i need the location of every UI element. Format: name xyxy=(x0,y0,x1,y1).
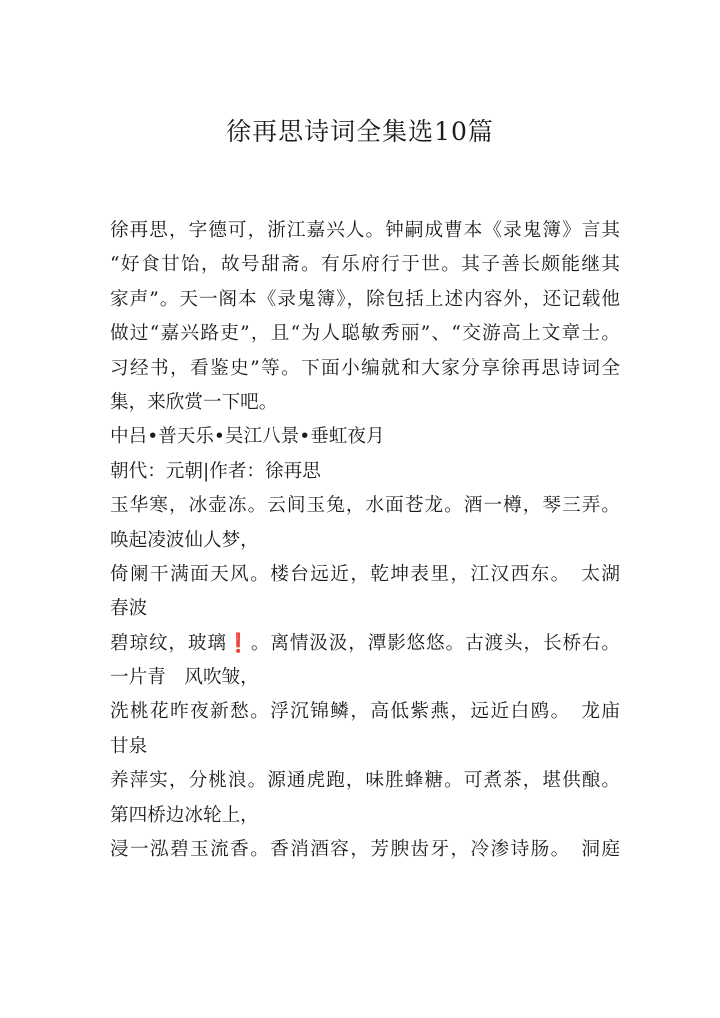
poem-line: 碧琼纹，玻璃❗。离情汲汲，潭影悠悠。古渡头，长桥右。 xyxy=(110,632,620,654)
poem-line: 春波 xyxy=(110,598,148,620)
document-body xyxy=(110,214,620,867)
poem-line: 唤起凌波仙人梦， xyxy=(110,529,259,551)
poem-line: 一片青 风吹皱， xyxy=(110,667,259,689)
paragraph-line: 做过“嘉兴路吏”，且“为人聪敏秀丽”、“交游高上文章士。 xyxy=(110,323,620,345)
document-title: 徐再思诗词全集选10篇 xyxy=(226,117,494,146)
paragraph-line: 徐再思，字德可，浙江嘉兴人。钟嗣成曹本《录鬼簿》言其 xyxy=(110,220,620,241)
poem-line: 浸一泓碧玉流香。香消酒容，芳腴齿牙，冷渗诗肠。 洞庭 xyxy=(110,839,620,861)
poem-line: 甘泉 xyxy=(110,735,148,757)
paragraph-line: 习经书，看鉴史”等。下面小编就和大家分享徐再思诗词全 xyxy=(110,357,620,379)
poem-line: 养萍实，分桃浪。源通虎跑，味胜蜂糖。可煮茶，堪供酿。 xyxy=(110,770,620,792)
poem-line: 洗桃花昨夜新愁。浮沉锦鳞，高低紫燕，远近白鸥。 龙庙 xyxy=(110,701,620,723)
poem-line: 玉华寒，冰壶冻。云间玉兔，水面苍龙。酒一樽，琴三弄。 xyxy=(110,495,620,517)
paragraph-line: 家声”。天一阁本《录鬼簿》，除包括上述内容外，还记载他 xyxy=(110,288,620,310)
poem-title-line: 中吕•普天乐•吴江八景•垂虹夜月 xyxy=(110,426,385,448)
paragraph-line: “好食甘饴，故号甜斋。有乐府行于世。其子善长颇能继其 xyxy=(110,254,620,276)
poem-line: 倚阑干满面天风。楼台远近，乾坤表里，江汉西东。 太湖 xyxy=(110,563,620,585)
poem-author-line: 朝代：元朝|作者：徐再思 xyxy=(110,460,321,482)
poem-line: 第四桥边冰轮上， xyxy=(110,804,259,826)
paragraph-line: 集，来欣赏一下吧。 xyxy=(110,391,278,413)
